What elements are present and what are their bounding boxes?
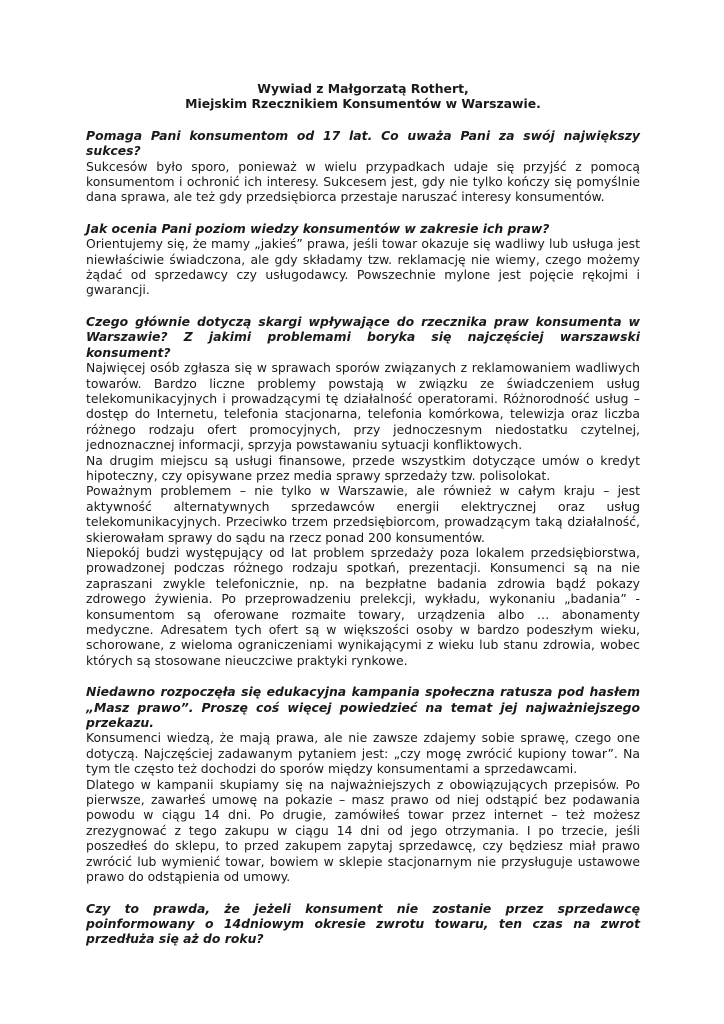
interview-answer-paragraph: Niepokój budzi występujący od lat problem sprzedaży poza lokalem przedsiębiorstwa, prowadzonej podczas różnego rodzaju spotkań, prezentacji. Konsumenci są na nie zapraszani zwykle telefonicznie, np. na bezpłatne badania zdrowia bądź pokazy zdrowego żywienia. Po przeprowadzeniu prelekcji, wykładu, wykonaniu „badania” - konsumentom są oferowane rozmaite towary, urządzenia albo … abonamenty medyczne. Adresatem tych ofert są w większości osoby w bardzo podeszłym wieku, schorowane, z wieloma ograniczeniami wynikającymi z wieku lub stanu zdrowia, wobec których są stosowane nieuczciwe praktyki rynkowe.	[86, 544, 640, 668]
interview-answer-paragraph: Sukcesów było sporo, ponieważ w wielu przypadkach udaje się przyjść z pomocą konsumentom i ochronić ich interesy. Sukcesem jest, gdy nie tylko kończy się pomyślnie dana sprawa, ale też gdy przedsiębiorca przestaje naruszać interesy konsumentów.	[86, 158, 640, 205]
interview-section	[86, 221, 640, 298]
interview-section	[86, 901, 640, 947]
interview-answer-paragraph: Na drugim miejscu są usługi finansowe, przede wszystkim dotyczące umów o kredyt hipoteczny, czy opisywane przez media sprawy sprzedaży tzw. polisolokat.	[86, 452, 640, 483]
interview-answer-paragraph: Poważnym problemem – nie tylko w Warszawie, ale również w całym kraju – jest aktywność alternatywnych sprzedawców energii elektrycznej oraz usług telekomunikacyjnych. Przeciwko trzem przedsiębiorcom, prowadzącym taką działalność, skierowałam sprawy do sądu na rzecz ponad 200 konsumentów.	[86, 483, 640, 545]
interview-question: Niedawno rozpoczęła się edukacyjna kampania społeczna ratusza pod hasłem „Masz prawo”. Proszę coś więcej powiedzieć na temat jej najważniejszego przekazu.	[86, 684, 640, 731]
interview-answer-paragraph: Orientujemy się, że mamy „jakieś” prawa, jeśli towar okazuje się wadliwy lub usługa jest niewłaściwie świadczona, ale gdy składamy tzw. reklamację nie wiemy, czego możemy żądać od sprzedawcy czy usługodawcy. Powszechnie mylone jest pojęcie rękojmi i gwarancji.	[86, 236, 640, 298]
document-title	[86, 81, 640, 112]
interview-question: Pomaga Pani konsumentom od 17 lat. Co uważa Pani za swój największy sukces?	[86, 127, 640, 159]
interview-section	[86, 128, 640, 205]
interview-answer-paragraph: Dlatego w kampanii skupiamy się na najważniejszych z obowiązujących przepisów. Po pierwsze, zawarłeś umowę na pokazie – masz prawo od niej odstąpić bez podawania powodu w ciągu 14 dni. Po drugie, zamówiłeś towar przez internet – też możesz zrezygnować z tego zakupu w ciągu 14 dni od jego otrzymania. I po trzecie, jeśli poszedłeś do sklepu, to przed zakupem zapytaj sprzedawcę, czy będziesz miał prawo zwrócić lub wymienić towar, bowiem w sklepie stacjonarnym nie przysługuje ustawowe prawo do odstąpienia od umowy.	[86, 776, 640, 885]
interview-question: Czy to prawda, że jeżeli konsument nie zostanie przez sprzedawcę poinformowany o 14dniowym okresie zwrotu towaru, ten czas na zwrot przedłuża się aż do roku?	[86, 900, 640, 947]
interview-answer-paragraph: Najwięcej osób zgłasza się w sprawach sporów związanych z reklamowaniem wadliwych towarów. Bardzo liczne problemy powstają w związku ze świadczeniem usług telekomunikacyjnych i prowadzącymi tę działalność operatorami. Różnorodność usług – dostęp do Internetu, telefonia stacjonarna, telefonia komórkowa, telewizja oraz liczba różnego rodzaju ofert promocyjnych, przy jednoczesnym niedostatku czytelnej, jednoznacznej informacji, sprzyja powstawaniu sytuacji konfliktowych.	[86, 360, 640, 453]
document-page	[86, 81, 640, 947]
title-line-2: Miejskim Rzecznikiem Konsumentów w Warszawie.	[185, 96, 541, 112]
title-line-1: Wywiad z Małgorzatą Rothert,	[257, 81, 469, 96]
interview-section	[86, 314, 640, 668]
interview-question: Jak ocenia Pani poziom wiedzy konsumentów w zakresie ich praw?	[86, 220, 550, 236]
interview-answer-paragraph: Konsumenci wiedzą, że mają prawa, ale nie zawsze zdajemy sobie sprawę, czego one dotyczą. Najczęściej zadawanym pytaniem jest: „czy mogę zwrócić kupiony towar”. Na tym tle często też dochodzi do sporów między konsumentami a sprzedawcami.	[86, 730, 640, 777]
interview-section	[86, 684, 640, 884]
interview-question: Czego głównie dotyczą skargi wpływające do rzecznika praw konsumenta w Warszawie? Z jakimi problemami boryka się najczęściej warszawski konsument?	[86, 313, 640, 360]
